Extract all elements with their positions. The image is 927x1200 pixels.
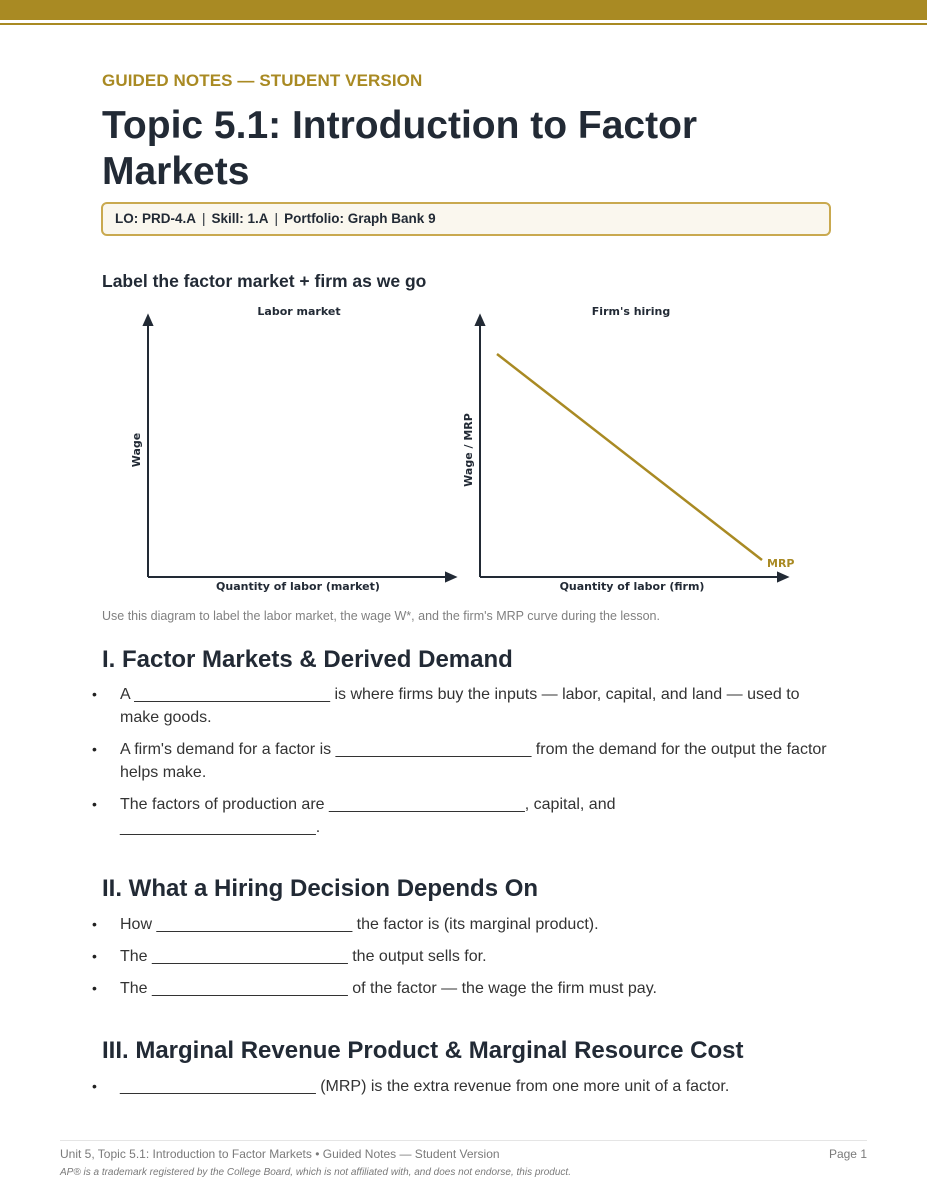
list-item: • A ______________________ is where firms buy the inputs — labor, capital, and land — used to make goods. bbox=[92, 683, 832, 729]
section-title-hiring-decision: II. What a Hiring Decision Depends On bbox=[102, 875, 539, 902]
list-item: • How ______________________ the factor is (its marginal product). bbox=[92, 913, 832, 936]
footer-divider bbox=[60, 1140, 867, 1141]
document-kicker: GUIDED NOTES — STUDENT VERSION bbox=[102, 71, 423, 90]
learning-objective-box bbox=[101, 202, 831, 236]
hiring-decision-bullets bbox=[92, 913, 832, 1009]
firm-hiring-x-label: Quantity of labor (firm) bbox=[559, 580, 705, 593]
mrp-curve bbox=[497, 354, 762, 560]
page-title: Topic 5.1: Introduction to Factor Markets bbox=[102, 104, 698, 193]
top-accent-band bbox=[0, 0, 927, 20]
list-item: • A firm's demand for a factor is ______________________ from the demand for the output the factor helps make. bbox=[92, 738, 832, 784]
factor-market-diagram bbox=[102, 300, 802, 600]
mrp-mrc-bullets bbox=[92, 1075, 832, 1107]
list-item: • The ______________________ of the factor — the wage the firm must pay. bbox=[92, 977, 832, 1000]
list-item: • The ______________________ the output sells for. bbox=[92, 945, 832, 968]
list-item: • ______________________ (MRP) is the extra revenue from one more unit of a factor. bbox=[92, 1075, 832, 1098]
trademark-note: AP® is a trademark registered by the College Board, which is not affiliated with, and does not endorse, this product. bbox=[60, 1167, 571, 1178]
firm-hiring-y-label: Wage / MRP bbox=[462, 413, 475, 487]
diagram-caption: Use this diagram to label the labor market, the wage W*, and the firm's MRP curve during the lesson. bbox=[102, 609, 660, 623]
section-title-factor-markets: I. Factor Markets & Derived Demand bbox=[102, 646, 513, 673]
page-number: Page 1 bbox=[828, 1147, 867, 1161]
lo-separator: | bbox=[274, 211, 279, 226]
lo-portfolio: Portfolio: Graph Bank 9 bbox=[284, 211, 436, 226]
firm-hiring-title: Firm's hiring bbox=[591, 305, 671, 318]
lo-code: LO: PRD-4.A bbox=[115, 211, 196, 226]
mrp-curve-label: MRP bbox=[767, 557, 795, 570]
top-accent-rule bbox=[0, 23, 927, 25]
factor-markets-bullets bbox=[92, 683, 832, 848]
lo-separator: | bbox=[202, 211, 206, 226]
list-item: • The factors of production are ______________________, capital, and ______________________. bbox=[92, 793, 640, 839]
graph-heading: Label the factor market + firm as we go bbox=[102, 271, 427, 291]
lo-skill: Skill: 1.A bbox=[211, 211, 269, 226]
labor-market-y-label: Wage bbox=[130, 432, 143, 468]
labor-market-x-label: Quantity of labor (market) bbox=[216, 580, 380, 593]
footer-text: Unit 5, Topic 5.1: Introduction to Factor Markets • Guided Notes — Student Version bbox=[60, 1147, 500, 1161]
labor-market-title: Labor market bbox=[257, 305, 341, 318]
section-title-mrp-mrc: III. Marginal Revenue Product & Marginal Resource Cost bbox=[102, 1037, 744, 1064]
